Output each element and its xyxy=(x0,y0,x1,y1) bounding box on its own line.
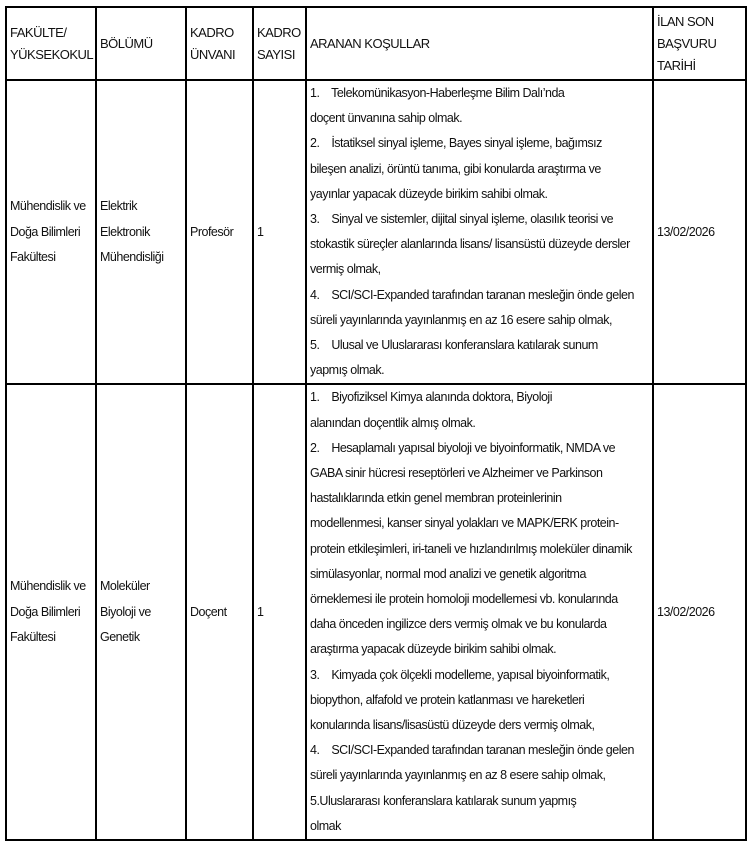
text-line: vermiş olmak, xyxy=(310,262,381,277)
cell-position-title: Doçent xyxy=(186,384,253,840)
text-line: 2. İstatiksel sinyal işleme, Bayes sinyal işleme, bağımsız xyxy=(310,136,602,151)
text-line: Doğa Bilimleri xyxy=(10,224,81,239)
text-line: ÜNVANI xyxy=(190,46,236,62)
text-line: Fakültesi xyxy=(10,629,56,644)
text-line: Elektronik xyxy=(100,224,150,239)
text-line: süreli yayınlarında yayınlanmış en az 8 esere sahip olmak, xyxy=(310,768,606,783)
text-line: simülasyonlar, normal mod analizi ve genetik algoritma xyxy=(310,566,586,581)
text-line: 3. Sinyal ve sistemler, dijital sinyal işleme, olasılık teorisi ve xyxy=(310,212,614,227)
header-requirements xyxy=(306,7,653,80)
header-deadline xyxy=(653,7,746,80)
cell-position-title: Profesör xyxy=(186,80,253,384)
text-line: 3. Kimyada çok ölçekli modelleme, yapısal biyoinformatik, xyxy=(310,667,610,682)
text-line: yapmış olmak. xyxy=(310,363,385,378)
text-line: İLAN SON xyxy=(657,13,714,29)
text-line: KADRO xyxy=(257,24,301,40)
cell-faculty xyxy=(6,80,96,384)
text-line: BÖLÜMÜ xyxy=(100,35,153,51)
text-line: 4. SCI/SCI-Expanded tarafından taranan mesleğin önde gelen xyxy=(310,743,634,758)
cell-faculty xyxy=(6,384,96,840)
text-line: FAKÜLTE/ xyxy=(10,24,67,40)
text-line: ARANAN KOŞULLAR xyxy=(310,35,430,51)
text-line: Mühendisliği xyxy=(100,249,164,264)
text-line: stokastik süreçler alanlarında lisans/ lisansüstü düzeyde dersler xyxy=(310,237,630,252)
text-line: KADRO xyxy=(190,24,234,40)
text-line: yayınlar yapacak düzeyde birikim sahibi olmak. xyxy=(310,186,548,201)
cell-deadline: 13/02/2026 xyxy=(653,80,746,384)
cell-deadline: 13/02/2026 xyxy=(653,384,746,840)
text-line: Moleküler xyxy=(100,579,150,594)
cell-department xyxy=(96,384,186,840)
text-line: Fakültesi xyxy=(10,249,56,264)
text-line: araştırma yapacak düzeyde birikim sahibi olmak. xyxy=(310,642,557,657)
text-line: 1. Biyofiziksel Kimya alanında doktora, Biyoloji xyxy=(310,390,552,405)
text-line: Elektrik xyxy=(100,199,137,214)
text-line: 5. Ulusal ve Uluslararası konferanslara katılarak sunum xyxy=(310,338,598,353)
header-position-count xyxy=(253,7,306,80)
text-line: BAŞVURU xyxy=(657,35,717,51)
text-line: örneklemesi ile protein homoloji modellemesi vb. konularında xyxy=(310,592,618,607)
text-line: Mühendislik ve xyxy=(10,579,86,594)
text-line: GABA sinir hücresi reseptörleri ve Alzheimer ve Parkinson xyxy=(310,466,603,481)
table-row xyxy=(6,80,746,384)
cell-requirements xyxy=(306,384,653,840)
vacancy-table xyxy=(5,6,747,841)
text-line: TARİHİ xyxy=(657,57,696,73)
text-line: konularında lisans/lisasüstü düzeyde ders vermiş olmak, xyxy=(310,718,595,733)
text-line: daha önceden ingilizce ders vermiş olmak ve bu konularda xyxy=(310,617,607,632)
cell-position-count: 1 xyxy=(253,384,306,840)
header-department xyxy=(96,7,186,80)
text-line: protein etkileşimleri, iri-taneli ve hızlandırılmış moleküler dinamik xyxy=(310,541,632,556)
text-line: 4. SCI/SCI-Expanded tarafından taranan mesleğin önde gelen xyxy=(310,287,634,302)
table-row xyxy=(6,384,746,840)
text-line: Mühendislik ve xyxy=(10,199,86,214)
text-line: modellenmesi, kanser sinyal yolakları ve MAPK/ERK protein- xyxy=(310,516,619,531)
text-line: 1. Telekomünikasyon-Haberleşme Bilim Dalı’nda xyxy=(310,86,565,100)
text-line: olmak xyxy=(310,818,341,833)
header-faculty xyxy=(6,7,96,80)
text-line: doçent ünvanına sahip olmak. xyxy=(310,111,463,126)
text-line: SAYISI xyxy=(257,46,295,62)
text-line: Genetik xyxy=(100,629,140,644)
text-line: Biyoloji ve xyxy=(100,604,151,619)
text-line: biopython, alfafold ve protein katlanması ve hareketleri xyxy=(310,692,585,707)
table-header-row xyxy=(6,7,746,80)
text-line: bileşen analizi, örüntü tanıma, gibi konularda araştırma ve xyxy=(310,161,601,176)
cell-department xyxy=(96,80,186,384)
cell-position-count: 1 xyxy=(253,80,306,384)
text-line: alanından doçentlik almış olmak. xyxy=(310,415,476,430)
header-position-title xyxy=(186,7,253,80)
cell-requirements xyxy=(306,80,653,384)
text-line: YÜKSEKOKUL xyxy=(10,46,94,62)
text-line: hastalıklarında etkin genel membran proteinlerinin xyxy=(310,491,562,506)
text-line: 2. Hesaplamalı yapısal biyoloji ve biyoinformatik, NMDA ve xyxy=(310,440,616,455)
text-line: 5.Uluslararası konferanslara katılarak sunum yapmış xyxy=(310,793,577,808)
text-line: Doğa Bilimleri xyxy=(10,604,81,619)
text-line: süreli yayınlarında yayınlanmış en az 16 esere sahip olmak, xyxy=(310,312,612,327)
